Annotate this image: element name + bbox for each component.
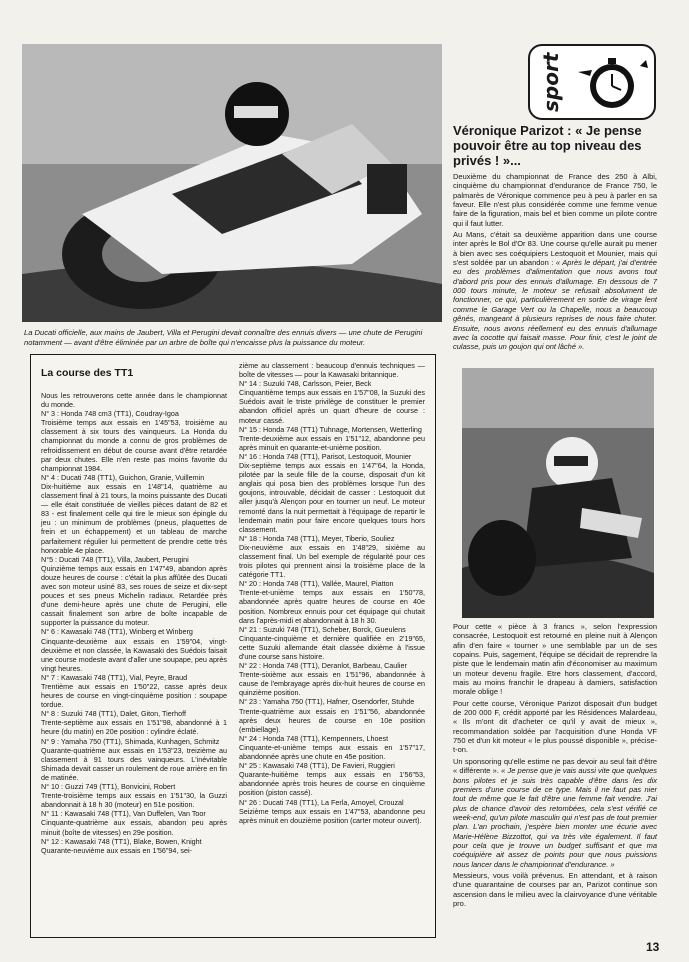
race-results-paragraph: N° 11 : Kawasaki 748 (TT1), Van Duffelen, Van Toor [41,809,206,819]
article-quote: « Après le départ, j'ai d'entrée eu des problèmes d'alimentation que nous avons tout d'abord pris pour des ennuis d'allumage. En dessous de 7 000 tours minute, le moteur se refusait absolument de fonctionner, ce qui, particulièrement en sortie de virage lent comme le Garage Vert ou la Chapelle, nous a beaucoup gênés, mangeant à plusieurs reprises de nous faire chuter. Ensuite, nous avons réellement eu des ennuis d'allumage avec la cocotte qui faisait masse. Pour finir, c'est le joint de culasse, puis un goujon qui ont lâché ». [453,258,657,352]
rider-portrait-illustration [462,368,654,618]
race-results-paragraph: Quinzième temps aux essais en 1'47"49, abandon après douze heures de course : c'était la plus affûtée des Ducati avec son moteur usiné 83, ses roues de seize et dix-sept pouces et ses pneus Michelin radiaux. Retardée près d'une demi-heure après une chute de Perugini, elle cassait finalement son arbre de boîte incapable de supporter la puissance du moteur. [41,563,227,628]
article-paragraph: Messieurs, vous voilà prévenus. En attendant, et à raison d'une quarantaine de courses par an, Parizot continue son ascension dans le milieu avec la clairvoyance d'une véritable pro. [453,870,657,908]
race-results-paragraph: N° 16 : Honda 748 (TT1), Parisot, Lestoquoit, Mounier [239,451,412,461]
race-results-column-2 [239,361,425,825]
race-results-paragraph: Nous les retrouverons cette année dans le championnat du monde. [41,391,227,410]
article-paragraph [453,230,657,351]
sport-logo [528,44,656,120]
race-results-paragraph: Dix-huitième aux essais en 1'48"14, quatrième au classement final à 21 tours, la moins puissante des Ducati — elle était constituée de vieilles pièces datant de 82 et 83 - est finalement celle qui tire le mieux son épingle du jeu : un minimum de problèmes (pneus, plaquettes de frein et un échappement) et un tableau de marche parfaitement régulier lui permettent de prendre cette très honorable 4e place. [41,481,227,555]
race-results-paragraph: Dix-neuvième aux essais en 1'48"29, sixième au classement final. Un bel exemple de régularité pour ces trois pilotes qui prennent ainsi la troisième place de la catégorie TT1. [239,542,425,580]
race-results-paragraph: N° 20 : Honda 748 (TT1), Vallée, Maurel, Piatton [239,579,394,589]
article-paragraph [453,757,657,869]
race-results-paragraph: N°5 : Ducati 748 (TT1), Villa, Jaubert, Perugini [41,554,189,564]
article-text: Au Mans, c'était sa deuxième apparition dans une course inter après le Bol d'Or 83. Une course qu'elle aurait pu mener à bien avec ses coéquipiers Lestoquoit et Mounier, mais qui s'est soldée par un abandon : [453,230,657,268]
race-results-paragraph: N° 23 : Yamaha 750 (TT1), Hafner, Osendorfer, Stuhde [239,697,415,707]
article-paragraph: Pour cette « pièce à 3 francs », selon l'expression consacrée, Lestoquoit est retourné en pleine nuit à Alençon afin d'en faire « tourner » une semblable par un de ses copains. Puis, sagement, l'équipe se décidait de reprendre la piste que le lendemain matin afin d'économiser au maximum un moteur devenu fragile. Etre hors classement, d'accord, mais au moins franchir le drapeau à damiers, satisfaction morale oblige ! [453,622,657,697]
race-results-paragraph: N° 3 : Honda 748 cm3 (TT1), Coudray-Igoa [41,409,179,419]
sport-logo-text: sport [539,52,563,112]
race-results-paragraph: Troisième temps aux essais en 1'45"53, troisième au classement à six tours des vainqueurs. La Honda du championnat du monde a connu de gros problèmes de refroidissement en début de course avant d'être retardée par deux chutes. Elle n'en reste pas moins favorite du championnat 1984. [41,418,227,473]
race-results-paragraph: Trente-sixième aux essais en 1'51"96, abandonnée à cause de l'embrayage après dix-huit heures de course en quinzième position. [239,670,425,698]
race-results-paragraph: zième au classement : beaucoup d'ennuis techniques — boîte de vitesses — pour la Kawasaki britannique. [239,361,425,380]
race-results-paragraph: Seizième temps aux essais en 1'47"53, abandonne peu après minuit en douzième position (carter moteur ouvert). [239,806,425,825]
race-results-paragraph: Trente-quatrième aux essais en 1'51"56, abandonnée après deux heures de course en 10e position (embiellage). [239,706,425,734]
race-results-paragraph: Trente-troisième temps aux essais en 1'51"30, la Guzzi abandonnait à 18 h 30 (moteur) en 51e position. [41,791,227,810]
race-results-paragraph: N° 18 : Honda 748 (TT1), Meyer, Tiberio, Souliez [239,533,395,543]
race-results-paragraph: Dix-septième temps aux essais en 1'47"64, la Honda, pilotée par la seule fille de la course, disposait d'un kit anglais qui posa bien des problèmes lorsque l'un des goujons, introuvable, décidait de casser : Lestoquoit dut aller jusqu'à Alençon pour en tourner un neuf. Le moteur remonté dans la nuit permettait à l'équipage de repartir le lendemain matin pour faire encore quelques tours hors classement. [239,461,425,534]
race-results-paragraph: Quarante-neuvième aux essais en 1'56"94, sei- [41,845,192,855]
race-results-paragraph: Cinquante-quatrième aux essais, abandon peu après minuit (boîte de vitesses) en 29e position. [41,818,227,837]
page-number: 13 [646,940,660,954]
race-results-paragraph: N° 15 : Honda 748 (TT1) Tuhnage, Mortensen, Wetterling [239,424,422,434]
article-column [453,123,657,354]
main-photo [22,44,442,322]
race-results-paragraph: Cinquante-cinquième et dernière qualifiée en 2'19"65, cette Suzuki allemande était classée dixième à l'issue d'une course sans histoire. [239,633,425,661]
race-results-paragraph: N° 9 : Yamaha 750 (TT1), Shimada, Kunhagen, Schmitz [41,736,220,746]
race-results-box [30,354,436,938]
race-results-paragraph: N° 8 : Suzuki 748 (TT1), Dalet, Giton, Tierhoff [41,709,186,719]
race-results-paragraph: Cinquantième temps aux essais en 1'57"08, la Suzuki des Suédois avait le triste privilège de constituer le premier abandon officiel après un quart d'heure de course : moteur cassé. [239,388,425,425]
race-results-paragraph: N° 12 : Kawasaki 748 (TT1), Blake, Bowen, Knight [41,836,202,846]
article-paragraph: Pour cette course, Véronique Parizot disposait d'un budget de 200 000 F, crédit apporté par les Résidences Malardeau, « Ils m'ont dit d'acheter ce qu'il y avait de mieux », recommandation soldée par l'acquisition d'une Honda VF 750 et d'un kit moteur « le plus poussé disponible », précise-t-on. [453,698,657,755]
race-results-paragraph: N° 7 : Kawasaki 748 (TT1), Vial, Peyre, Braud [41,672,188,682]
race-results-paragraph: Trente-deuxième aux essais en 1'51"12, abandonne peu après minuit en quarante-et-unième position. [239,433,425,452]
race-results-paragraph: N° 21 : Suzuki 748 (TT1), Scheber, Borck, Gueulens [239,624,406,634]
motorcycle-rider-illustration [22,44,442,322]
rider-photo [462,368,654,618]
race-results-column-1 [41,391,227,855]
race-results-paragraph: N° 4 : Ducati 748 (TT1), Guichon, Granie, Vuillemin [41,472,205,482]
race-results-paragraph: Cinquante-et-unième temps aux essais en 1'57"17, abandonnée après une chute en 45e position. [239,742,425,762]
article-text: Un sponsoring qu'elle estime ne pas devoir au seul fait d'être « différente ». [453,756,657,776]
article-paragraph: Deuxième du championnat de France des 250 à Albi, cinquième du championnat d'endurance de France 750, le palmarès de Véronique commence peu à peu à parler en sa faveur. Elle n'est plus considérée comme une femme venue faire de la figuration, mais bel et bien comme un pilote contre qui il faut lutter. [453,172,657,228]
race-results-paragraph: Cinquante-deuxième aux essais en 1'59"04, vingt-deuxième et non classée, la Kawasaki des Suédois faisait une course modeste avant d'aller une soupape, peu après vingt heures. [41,636,227,673]
race-results-paragraph: Trentième aux essais en 1'50"22, casse après deux heures de course en vingt-cinquième position : soupape tordue. [41,682,227,710]
race-results-paragraph: N° 6 : Kawasaki 748 (TT1), Winberg et Winberg [41,627,193,637]
race-results-paragraph: N° 25 : Kawasaki 748 (TT1), De Favieri, Ruggieri [239,761,395,771]
race-results-paragraph: N° 22 : Honda 748 (TT1), Deranlot, Barbeau, Caulier [239,661,407,671]
race-results-paragraph: Quarante-huitième temps aux essais en 1'56"53, abandonnée après trois heures de course en cinquième position (piston cassé). [239,770,425,798]
race-results-paragraph: Trente-et-unième temps aux essais en 1'50"78, abandonnée après quatre heures de course en 40e position. Nombreux ennuis pour cet équipage qui chutait dans l'après-midi et abandonnait à 18 h 30. [239,588,425,625]
race-results-paragraph: Quarante-quatrième aux essais en 1'53"23, treizième au classement à 91 tours des vainqueurs. L'inévitable Shimada devait casser un roulement de roue arrière en fin de matinée. [41,745,227,782]
article-quote: « Je pense que je vais aussi vite que quelques bons pilotes et je suis très capable d'être dans les dix premiers d'une course de ce type. Mais il ne faut pas nier tout de même que le fait d'être une femme fait vendre. J'ai plus de chance d'avoir des retombées, cela s'est vérifié ce week-end, qu'un pilote masculin qui n'est pas de tout premier plan. L'an prochain, j'espère bien monter une écurie avec Marie-Hélène Bizzottot, qui va très vite également. Il faut pour cela que je trouve un budget suffisant et que ma coéquipière ait assez de points pour que nous puissions nous lancer dans le championnat d'endurance. » [453,766,658,869]
race-results-paragraph: Trente-septième aux essais en 1'51"98, abandonné à 1 heure (du matin) en 20e position : cylindre éclaté. [41,718,227,737]
article-title: Véronique Parizot : « Je pense pouvoir être au top niveau des privés ! »... [453,123,642,168]
race-results-paragraph: N° 14 : Suzuki 748, Carlsson, Peier, Beck [239,379,372,389]
race-results-paragraph: N° 24 : Honda 748 (TT1), Kempenners, Lhoest [239,733,389,743]
main-photo-caption: La Ducati officielle, aux mains de Jaubert, Villa et Perugini devait connaître des ennuis divers — une chute de Perugini notamment — avant d'être éliminée par un arbre de boîte qui n'encaisse plus la puissance du moteur. [24,328,423,347]
stopwatch-icon [570,52,650,112]
race-results-paragraph: N° 10 : Guzzi 749 (TT1), Bonvicini, Robert [41,782,176,792]
race-results-title: La course des TT1 [41,367,134,379]
article-column-continued [453,622,657,910]
race-results-paragraph: N° 26 : Ducati 748 (TT1), La Ferla, Amoyel, Crouzal [239,797,404,807]
